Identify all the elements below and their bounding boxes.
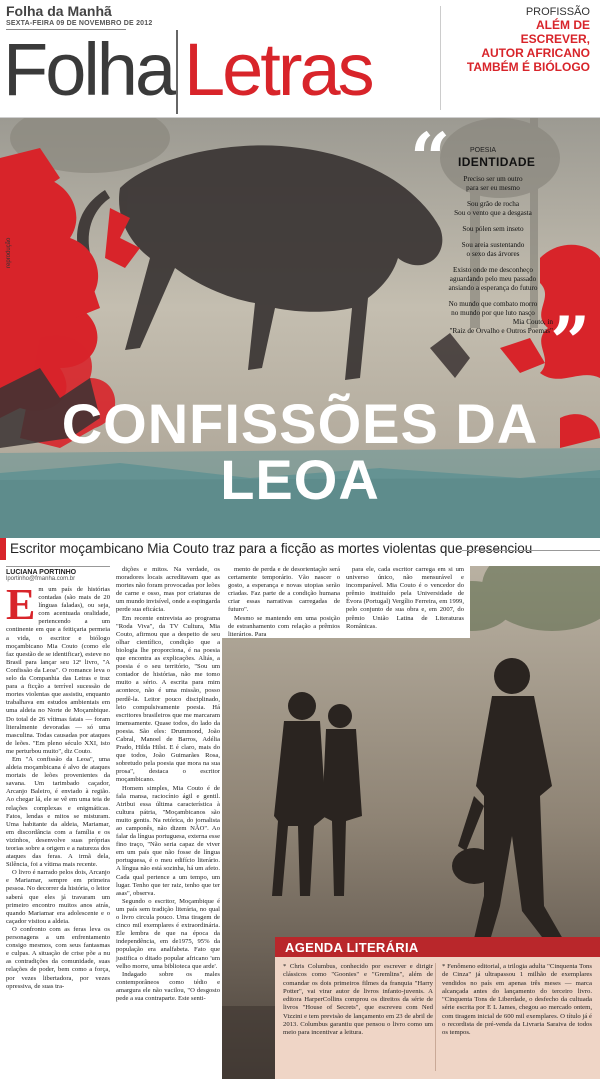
article-column-2 [116, 566, 220, 1003]
paragraph: dições e mitos. Na verdade, os moradores locais acreditavam que as mortes não foram provocadas por leões de carne e osso, mas por criaturas de um mundo invisível, onde a espingarda perde sua eficácia. [116, 566, 220, 614]
deck-rule [462, 550, 600, 551]
teaser-box[interactable] [440, 6, 590, 110]
article-column-3 [228, 566, 340, 639]
agenda-divider [435, 963, 436, 1071]
edition-date: SEXTA-FEIRA 09 DE NOVEMBRO DE 2012 [6, 20, 153, 27]
paragraph: Indagado sobre os males contemporâneos como tédio e amargura ele não vacilou, "O desgosto pede a sua contraparte. Este senti- [116, 970, 220, 1002]
section-title-folha: Folha [3, 28, 174, 111]
poem-stanza [408, 266, 578, 293]
teaser-line: ALÉM DE [536, 18, 590, 32]
poem-line: ansiando a esperança do futuro [448, 284, 538, 292]
poem-line: Sou areia sustentando [461, 241, 525, 249]
quote-open-icon: “ [410, 118, 451, 200]
newspaper-name[interactable]: Folha da Manhã [6, 3, 112, 19]
paragraph: O confronto com as feras leva os personagens a um enfrentamento consigo mesmos, com seus fantasmas e culpas. A situação de crise põe a nu as contradições da comunidade, suas relações de poder, bem como a força, por vezes libertadora, por vezes opressiva, de suas tra- [6, 925, 110, 990]
teaser-line: TAMBÉM É BIÓLOGO [466, 60, 590, 74]
article-column-1 [6, 566, 110, 991]
poem-line: para ser eu mesmo [466, 184, 520, 192]
agenda-body [275, 957, 600, 1079]
deck-text: Escritor moçambicano Mia Couto traz para a ficção as mortes violentas que presenciou [10, 541, 533, 556]
byline: LUCIANA PORTINHO [6, 566, 110, 576]
poem-book: "Raiz de Orvalho e Outros Poemas" [449, 327, 553, 335]
article-column-4 [346, 566, 464, 631]
poem-stanza [408, 200, 578, 218]
section-title-letras: Letras [184, 28, 372, 111]
photo-credit: reprodução [6, 237, 12, 268]
poem-source [398, 318, 553, 336]
poem-kicker: POESIA [470, 147, 497, 154]
poem-line: Sou o vento que a desgasta [454, 209, 532, 217]
agenda-box [275, 937, 600, 1079]
poem-line: Preciso ser um outro [463, 175, 523, 183]
masthead [0, 0, 600, 118]
author-email[interactable]: lportinho@fmanha.com.br [6, 576, 76, 582]
paragraph: Mesmo se mantendo em uma posição de estranhamento com relação a prêmios literários. Para [228, 614, 340, 638]
paragraph: m um país de histórias contadas (são mais de 20 línguas faladas), ou seja, com acentuada oralidade, pertencendo a um continente em que a feitiçaria permeia a vida, o escritor e biólogo moçambicano Mia Couto (como ele faz questão de se identificar), esteve no Brasil para lançar seu 12º livro, "A Confissão da Leoa". O romance leva o selo da Companhia das Letras e traz para a ficção a terrível sucessão de mortes violentas que assistiu, enquanto trabalhava em estudos ambientais em uma aldeia no Norte de Moçambique. Do total de 26 vítimas fatais — foram literalmente devoradas — só uma masculina. Todas causadas por ataques de leões. "Em pleno século XXI, isto me perturbou muito", diz Couto. [6, 586, 110, 755]
poem-title: IDENTIDADE [458, 155, 536, 169]
paragraph: para ele, cada escritor carrega em si um universo único, não mensurável e incomparável. Mia Couto é o vencedor do prêmio instituído pela Universidade de Évora (Portugal) Vergílio Ferreira, em 1999, pelo conjunto de sua obra e, em 2007, do prêmio União Latina de Literaturas Românicas. [346, 566, 464, 630]
teaser-line: ESCREVER, [520, 32, 590, 46]
agenda-item: * Chris Columbus, conhecido por escrever e dirigir clássicos como "Goonies" e "Gremlins", além de comandar os dois primeiros filmes da franquia "Harry Potter", vai virar autor de livros infanto-juvenis. A editora HarperCollins comprou os direitos da série de livros "House of Secrets", que escreveu com Ned Vizzini e tem previsão de lançamento em 23 de abril de 2013. Columbus garantiu que pensou o livro como um meio para incentivar a leitura. [283, 963, 433, 1037]
paragraph: O livro é narrado pelos dois, Arcanjo e Mariamar, sempre em primeira pessoa. No decorrer da história, o leitor saberá que eles já travaram um primeiro encontro muitos anos atrás, quando Mariamar era adolescente e o caçador visitou a aldeia. [6, 869, 110, 925]
teaser-kicker: PROFISSÃO [525, 6, 590, 18]
paragraph: Em "A confissão da Leoa", uma aldeia moçambicana é alvo de ataques mortais de leões provenientes da savana. Um tarimbado caçador, Arcanjo Baleiro, é enviado à região. Ao chegar lá, ele se vê em uma teia de relações complexas e enigmáticas. Fatos, lendas e mitos se misturam. Uma habitante da aldeia, Mariamar, em discordância com a família e os vizinhos, desenvolve suas próprias teorias sobre a origem e a natureza dos ataques das feras. A irmã dela, Silência, foi a vítima mais recente. [6, 755, 110, 869]
poem-stanza [408, 225, 578, 234]
poem-line: Sou grão de rocha [466, 200, 520, 208]
paragraph: Em recente entrevista ao programa "Roda Viva", da TV Cultura, Mia Couto, afirmou que a despeito de seu olhar científico, condição que a biologia lhe proporciona, é na poesia que encontra as explicações. Aliás, a poesia é o seu território, "Sou um contador de histórias, não me tomo muito a sério. A escrita para mim acontece, não é uma missão, posso perdê-la. Leitor pouco disciplinado, leio compulsivamente poesia. Há escritores brasileiros que me marcaram imensamente. Quase todos, do lado da poesia. São eles: Drummond, João Cabral, Manoel de Barros, Adélia Prado, Hilda Hilst. E é claro, mais do que todos, João Guimarães Rosa, sobretudo pela poesia que mora na sua prosa", destaca o escritor moçambicano. [116, 614, 220, 784]
headline[interactable]: CONFISSÕES DA LEOA [61, 392, 539, 511]
section-title-divider [176, 30, 178, 114]
poem-line: Existo onde me desconheço [452, 266, 534, 274]
poem-line: o sexo das árvores [466, 250, 520, 258]
hero-illustration [0, 118, 600, 538]
poem-stanza [408, 241, 578, 259]
quote-close-icon: ” [550, 301, 591, 384]
agenda-item: * Fenômeno editorial, a trilogia adulta "Cinquenta Tons de Cinza" já ultrapassou 1 milhão de exemplares vendidos no país em apenas três meses — marca alcançada antes do lançamento do terceiro livro. "Cinquenta Tons de Liberdade, o desfecho da cultuada série escrita por E L James, chegou ao mercado ontem, com tiragem inicial de 600 mil exemplares. O título já é o recordista de pré-venda da Livraria Saraiva de todos os tempos. [442, 963, 592, 1037]
poem-line: No mundo que combato morro [448, 300, 538, 308]
poem-line: aguardando pelo meu passado [449, 275, 537, 283]
poem-author: Mia Couto, in [512, 318, 553, 326]
agenda-title[interactable]: AGENDA LITERÁRIA [275, 937, 600, 957]
dropcap: E [6, 580, 36, 629]
poem-line: Sou pólen sem inseto [462, 225, 524, 233]
paragraph: mento de perda e de desorientação será certamente temporário. Vão nascer o gosto, a esperança e novas utopias serão criadas. Faz parte de a condição humana criar essas narrativas carregadas de futuro". [228, 566, 340, 614]
poem-line: no mundo por que luto nasço [451, 309, 535, 317]
deck-accent-bar [0, 538, 6, 560]
paragraph: Segundo o escritor, Moçambique é um país sem tradição literária, no qual o livro circula pouco. Uma tiragem de cinco mil exemplares é extraordinária. Ele lembra de que na época da independência, em de1975, 95% da população era analfabeta. Fato que justifica o ditado popular africano 'um velho morre, uma biblioteca que arde'. [116, 897, 220, 970]
teaser-line: AUTOR AFRICANO [481, 46, 590, 60]
poem-stanza [408, 175, 578, 193]
paragraph: Homem simples, Mia Couto é de fala mansa, raciocínio ágil e gentil. Atribui essa última característica à cultura pátria, "Moçambicanos são muito gentis. Na retórica, do jornalista ao camponês, não dizem NÃO". Ao falar da língua portuguesa, externa esse fino traço, "Não seria capaz de viver em um país que não fosse de língua portuguesa, é o meu edifício literário. A língua não está sozinha, há um afeto. Cada qual pertence a um tempo, um lugar. Tenho que ter raiz, tenho que ter asas", observa. [116, 784, 220, 897]
subheadline [0, 538, 600, 560]
